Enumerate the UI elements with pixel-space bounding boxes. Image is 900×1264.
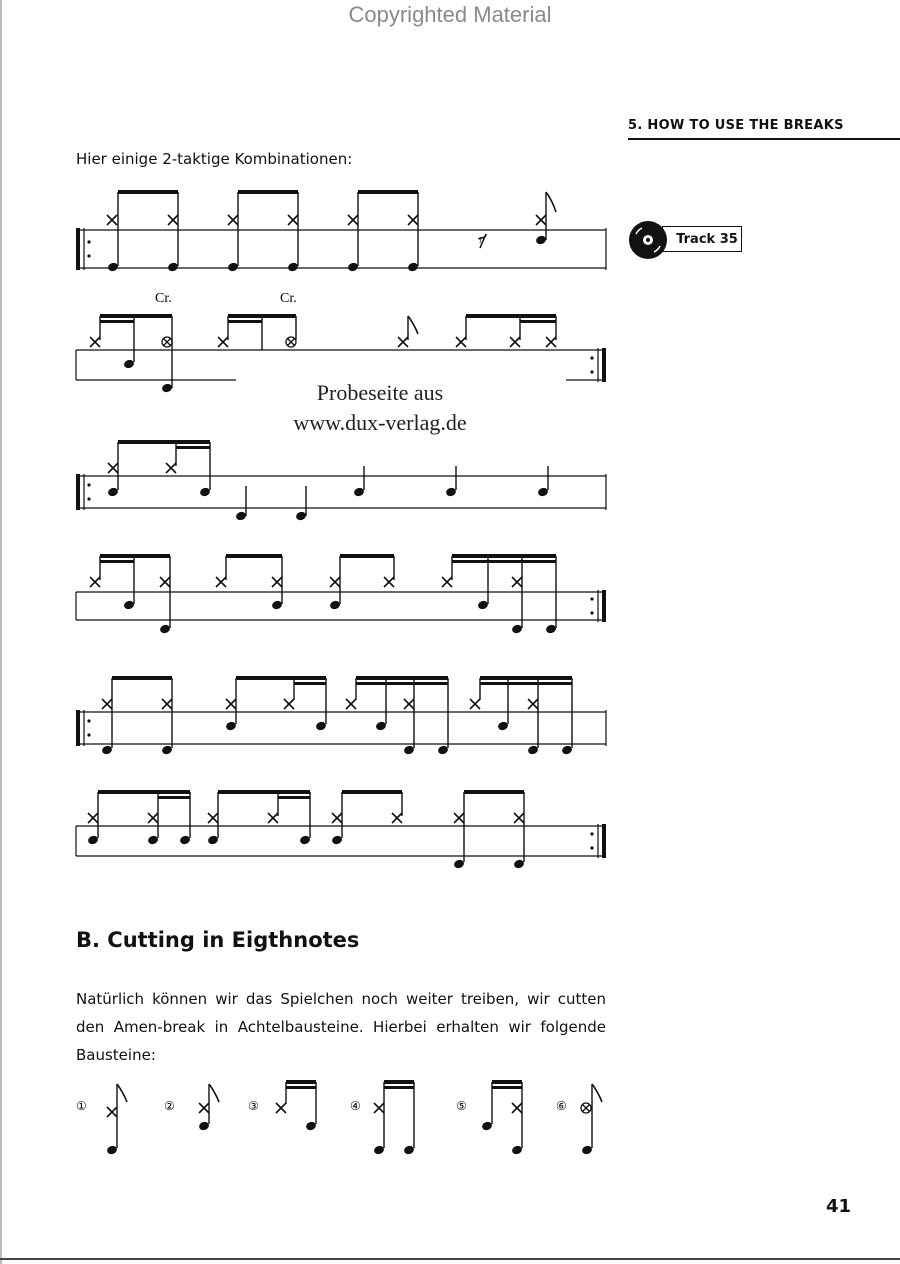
svg-text:𝄾: 𝄾 — [478, 231, 483, 250]
chapter-title: 5. HOW TO USE THE BREAKS — [628, 118, 844, 133]
staff-row-3 — [76, 440, 606, 521]
crash-label: Cr. — [280, 291, 297, 306]
block-number: ③ — [248, 1099, 259, 1113]
intro-text: Hier einige 2-taktige Kombinationen: — [76, 150, 353, 168]
track-label: Track 35 — [662, 226, 742, 252]
copyright-notice: Copyrighted Material — [348, 2, 552, 27]
building-blocks — [76, 1080, 602, 1155]
staff-row-4 — [76, 554, 606, 634]
watermark-line-1: Probeseite aus — [316, 380, 444, 405]
section-heading: B. Cutting in Eigthnotes — [76, 928, 360, 952]
page-bottom-edge — [0, 1258, 900, 1260]
block-number: ⑤ — [456, 1099, 467, 1113]
block-number: ④ — [350, 1099, 361, 1113]
block-number: ② — [164, 1099, 175, 1113]
staff-row-1 — [76, 190, 606, 272]
staff-row-2 — [76, 291, 606, 393]
watermark-line-2: www.dux-verlag.de — [293, 410, 467, 435]
block-number: ① — [76, 1099, 87, 1113]
section-paragraph: Natürlich können wir das Spielchen noch weiter treiben, wir cutten den Amen-break in Achtelbausteine. Hierbei erhalten wir folgende Bausteine: — [76, 990, 606, 1064]
page-number: 41 — [826, 1196, 852, 1217]
staff-row-5 — [76, 676, 606, 755]
staff-row-6 — [76, 790, 606, 869]
crash-label: Cr. — [155, 291, 172, 306]
block-number: ⑥ — [556, 1099, 567, 1113]
